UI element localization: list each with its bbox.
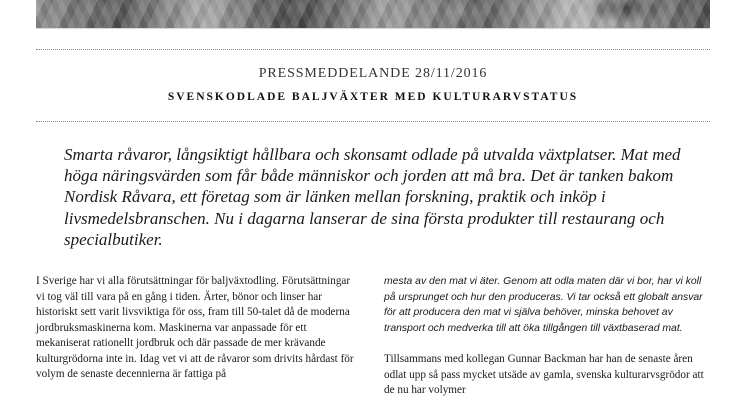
quote-text: mesta av den mat vi äter. Genom att odla maten där vi bor, har vi koll på ursprunget och hur den produceras. Vi tar också ett globalt ansvar för att producera den mat vi själva behöver, minska behovet av transport och medverka till att öka tillgången till växtbaserad mat. [384, 276, 703, 334]
body-column-left [36, 274, 356, 383]
press-release-date: PRESSMEDDELANDE 28/11/2016 [258, 66, 488, 81]
body-paragraph-right: Tillsammans med kollegan Gunnar Backman har han de senaste åren odlat upp så pass mycket utsäde av gamla, svenska kulturarvsgrödor att de nu har volymer [384, 353, 704, 396]
body-column-right [384, 274, 710, 399]
ingress-text: Smarta råvaror, långsiktigt hållbara och skonsamt odlade på utvalda växtplatser. Mat med höga näringsvärden som får både människor och jorden att må bra. Det är tanken bakom Nordisk Råvara, ett företag som är länken mellan forskning, praktik och inköp i livsmedelsbranschen. Nu i dagarna lanserar de sina första produkter till restaurang och specialbutiker. [64, 145, 681, 249]
headline: SVENSKODLADE BALJVÄXTER MED KULTURARVSTATUS [167, 91, 579, 103]
ingress [64, 144, 684, 250]
dotted-divider-bottom [36, 121, 710, 122]
body-paragraph-left: I Sverige har vi alla förutsättningar för baljväxtodling. Förutsättningar vi tog väl till vara på en gång i tiden. Ärter, bönor och linser har historiskt sett varit livsviktiga för oss, fram till 50-talet då de moderna jordbruksmaskinerna kom. Maskinerna var anpassade för ett mekaniserat rationellt jordbruk och där passade de mer krävande kulturgrödorna inte in. Idag vet vi att de råvaror som drivits hårdast för volym de senaste decennierna är fattiga på [36, 275, 354, 380]
header-photo [36, 0, 710, 29]
photo-texture [36, 0, 710, 28]
dotted-divider-top [36, 49, 710, 50]
